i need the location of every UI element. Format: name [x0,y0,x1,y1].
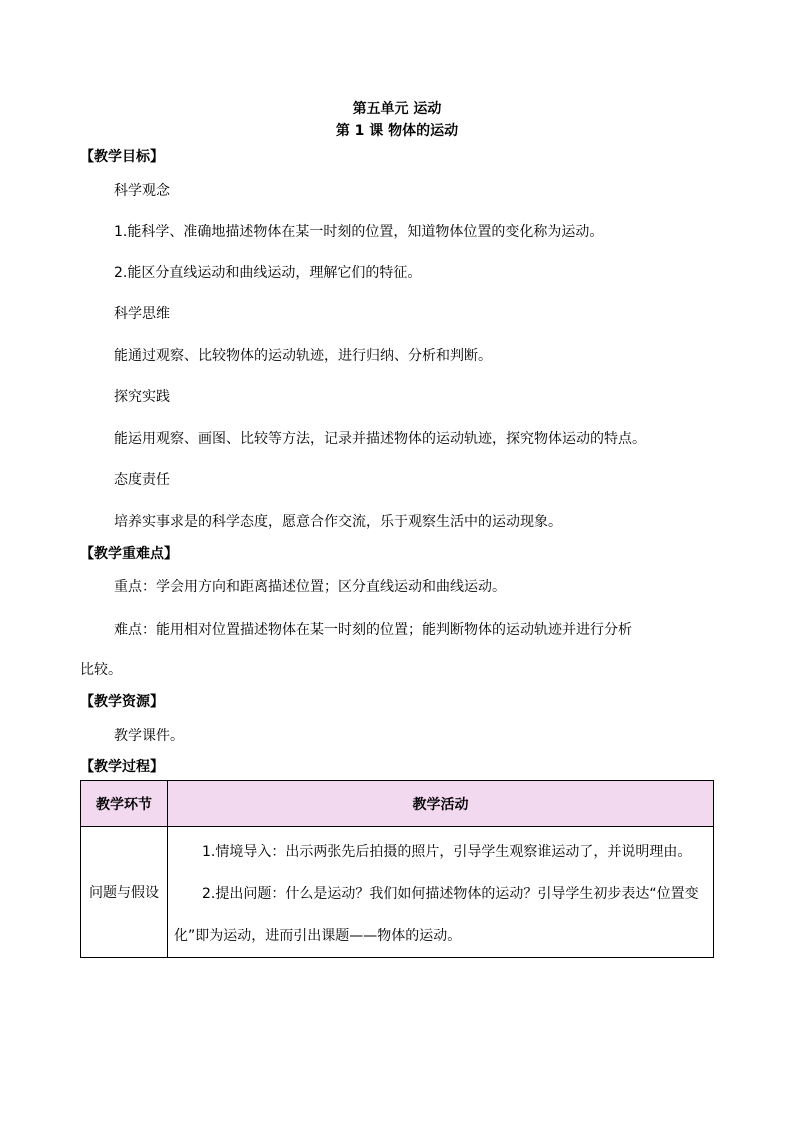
concept-item-1: 1.能科学、准确地描述物体在某一时刻的位置，知道物体位置的变化称为运动。 [114,224,604,240]
header-activity: 教学活动 [168,781,714,827]
practice-heading: 探究实践 [114,389,170,405]
activity-paragraph-2: 2.提出问题：什么是运动？我们如何描述物体的运动？引导学生初步表达“位置变化”即为运动，进而引出课题——物体的运动。 [174,886,699,944]
lesson-title: 第 1 课 物体的运动 [335,123,459,139]
stage-cell: 问题与假设 [81,827,168,958]
difficulty-text-continued: 比较。 [80,662,122,678]
difficulty-text: 难点：能用相对位置描述物体在某一时刻的位置；能判断物体的运动轨迹并进行分析 [114,622,632,638]
table-row [81,827,714,958]
thinking-text: 能通过观察、比较物体的运动轨迹，进行归纳、分析和判断。 [114,348,492,364]
concept-item-2: 2.能区分直线运动和曲线运动，理解它们的特征。 [114,265,422,281]
header-stage: 教学环节 [81,781,168,827]
concept-heading: 科学观念 [114,183,170,199]
unit-title: 第五单元 运动 [352,101,442,117]
practice-text: 能运用观察、画图、比较等方法，记录并描述物体的运动轨迹，探究物体运动的特点。 [114,431,646,447]
section-goals-heading: 【教学目标】 [80,149,164,165]
section-resources-heading: 【教学资源】 [80,694,164,710]
attitude-text: 培养实事求是的科学态度，愿意合作交流，乐于观察生活中的运动现象。 [114,514,562,530]
focus-text: 重点：学会用方向和距离描述位置；区分直线运动和曲线运动。 [114,579,506,595]
process-table [80,780,714,958]
table-header-row [81,781,714,827]
resources-text: 教学课件。 [114,728,184,744]
activity-cell [168,827,714,958]
section-process-heading: 【教学过程】 [80,759,164,775]
attitude-heading: 态度责任 [114,472,170,488]
section-keypoints-heading: 【教学重难点】 [80,546,178,562]
thinking-heading: 科学思维 [114,306,170,322]
activity-paragraph-1: 1.情境导入：出示两张先后拍摄的照片，引导学生观察谁运动了，并说明理由。 [202,844,692,860]
